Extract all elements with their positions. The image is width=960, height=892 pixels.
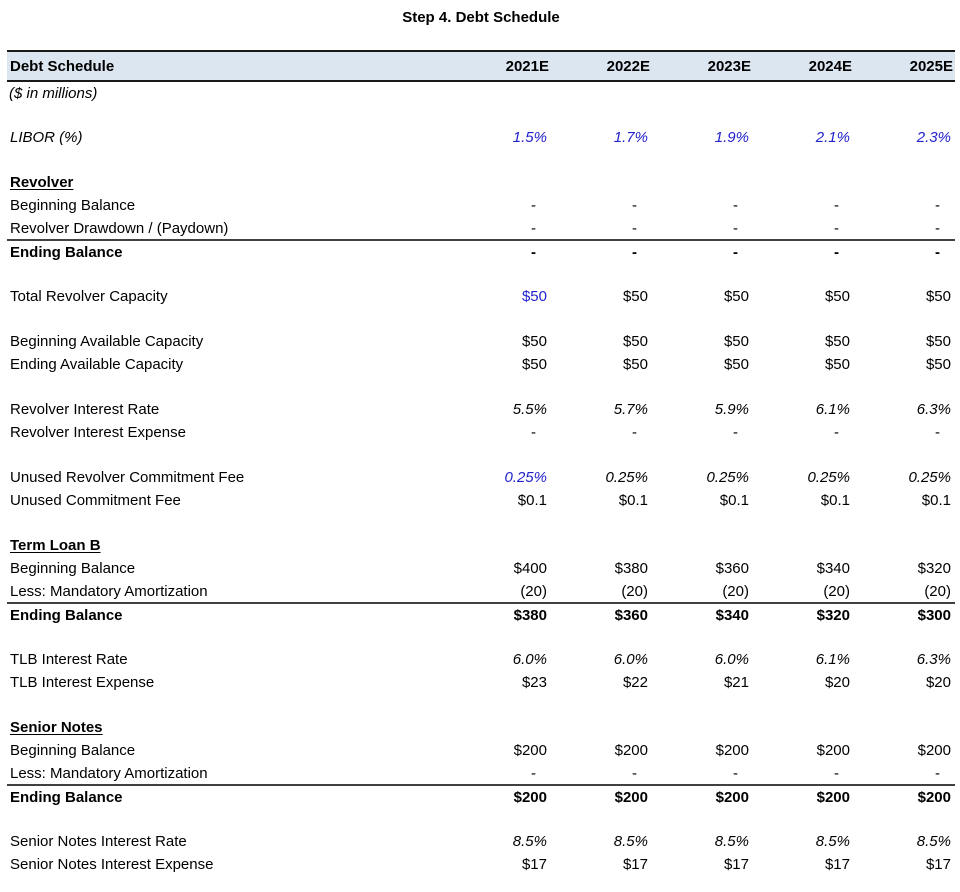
row-tlb-interest-expense bbox=[7, 671, 955, 694]
cell: $17 bbox=[925, 856, 951, 873]
cell: - bbox=[531, 243, 536, 261]
cell: (20) bbox=[551, 580, 652, 603]
spacer-cell bbox=[7, 376, 955, 398]
spacer-row bbox=[7, 626, 955, 648]
cell: $17 bbox=[622, 856, 648, 873]
cell: $200 bbox=[816, 742, 850, 759]
row-libor-rate bbox=[7, 126, 955, 149]
row-tlb-beginning-balance bbox=[7, 557, 955, 580]
row-revolver-drawdown-paydown bbox=[7, 217, 955, 240]
column-header-2022e: 2022E bbox=[551, 51, 652, 81]
cell bbox=[753, 716, 854, 739]
cell bbox=[450, 534, 551, 557]
cell: 6.1% bbox=[815, 401, 850, 418]
row-beginning-available-capacity bbox=[7, 330, 955, 353]
cell: 0.25% bbox=[605, 469, 648, 486]
row-label: Ending Balance bbox=[10, 243, 123, 261]
cell: 6.0% bbox=[512, 651, 547, 668]
column-header-2024e: 2024E bbox=[753, 51, 854, 81]
cell: $50 bbox=[925, 356, 951, 373]
cell: $380 bbox=[614, 560, 648, 577]
cell: $20 bbox=[824, 674, 850, 691]
cell: $200 bbox=[816, 788, 850, 806]
row-label: Total Revolver Capacity bbox=[10, 288, 168, 305]
cell bbox=[551, 716, 652, 739]
spacer-cell bbox=[7, 308, 955, 330]
row-label: Senior Notes Interest Rate bbox=[10, 833, 187, 850]
cell: - bbox=[834, 424, 839, 441]
row-label: Less: Mandatory Amortization bbox=[7, 580, 450, 603]
cell: $0.1 bbox=[921, 492, 951, 509]
row-revolver-beginning-balance bbox=[7, 194, 955, 217]
cell: $360 bbox=[614, 606, 648, 624]
cell: $50 bbox=[925, 333, 951, 350]
cell: - bbox=[632, 424, 637, 441]
cell: $0.1 bbox=[820, 492, 850, 509]
cell: $200 bbox=[715, 788, 749, 806]
cell: $50 bbox=[723, 333, 749, 350]
cell: $200 bbox=[917, 788, 951, 806]
cell bbox=[551, 171, 652, 194]
cell bbox=[450, 171, 551, 194]
row-tlb-ending-balance bbox=[7, 603, 955, 626]
row-total-revolver-capacity bbox=[7, 285, 955, 308]
cell: $23 bbox=[521, 674, 547, 691]
cell: - bbox=[632, 197, 637, 214]
cell: 0.25% bbox=[504, 469, 547, 486]
cell: - bbox=[935, 424, 940, 441]
cell: $50 bbox=[521, 288, 547, 305]
spacer-row bbox=[7, 263, 955, 285]
cell: $340 bbox=[816, 560, 850, 577]
cell bbox=[854, 716, 955, 739]
spacer-cell bbox=[7, 694, 955, 716]
cell: $200 bbox=[513, 788, 547, 806]
spacer-cell bbox=[7, 104, 955, 126]
cell: 2.3% bbox=[916, 129, 951, 146]
cell: $380 bbox=[513, 606, 547, 624]
cell: 6.0% bbox=[714, 651, 749, 668]
row-senior-notes-mandatory-amortization bbox=[7, 762, 955, 785]
cell bbox=[551, 534, 652, 557]
cell: - bbox=[450, 217, 551, 240]
cell: $50 bbox=[824, 333, 850, 350]
cell: 8.5% bbox=[916, 833, 951, 850]
cell: 8.5% bbox=[512, 833, 547, 850]
cell: 8.5% bbox=[714, 833, 749, 850]
column-header-2021e: 2021E bbox=[450, 51, 551, 81]
cell: (20) bbox=[753, 580, 854, 603]
cell: $50 bbox=[824, 356, 850, 373]
cell: 5.5% bbox=[512, 401, 547, 418]
cell: - bbox=[450, 762, 551, 785]
cell: $50 bbox=[521, 356, 547, 373]
row-label: Revolver Drawdown / (Paydown) bbox=[7, 217, 450, 240]
row-label: Less: Mandatory Amortization bbox=[7, 762, 450, 785]
cell: - bbox=[652, 217, 753, 240]
units-note: ($ in millions) bbox=[9, 84, 98, 102]
spacer-cell bbox=[7, 149, 955, 171]
cell: 6.3% bbox=[916, 401, 951, 418]
cell: 6.0% bbox=[613, 651, 648, 668]
cell: - bbox=[733, 197, 738, 214]
cell: - bbox=[935, 243, 940, 261]
row-label: Senior Notes bbox=[10, 719, 103, 736]
cell: - bbox=[834, 243, 839, 261]
cell bbox=[753, 534, 854, 557]
cell: $200 bbox=[715, 742, 749, 759]
spacer-row bbox=[7, 149, 955, 171]
row-senior-notes-ending-balance bbox=[7, 785, 955, 808]
cell: - bbox=[834, 197, 839, 214]
cell: $200 bbox=[917, 742, 951, 759]
cell: - bbox=[531, 197, 536, 214]
units-note-row bbox=[7, 81, 955, 104]
spacer-cell bbox=[7, 444, 955, 466]
cell: 1.7% bbox=[613, 129, 648, 146]
row-revolver-ending-balance bbox=[7, 240, 955, 263]
cell: $400 bbox=[513, 560, 547, 577]
cell: 0.25% bbox=[908, 469, 951, 486]
row-label: Revolver Interest Expense bbox=[10, 424, 186, 441]
row-label: Ending Available Capacity bbox=[10, 356, 184, 373]
cell: $0.1 bbox=[618, 492, 648, 509]
cell: 2.1% bbox=[815, 129, 850, 146]
row-label: TLB Interest Rate bbox=[10, 651, 128, 668]
cell: $22 bbox=[622, 674, 648, 691]
cell bbox=[652, 171, 753, 194]
row-tlb-mandatory-amortization bbox=[7, 580, 955, 603]
cell: - bbox=[632, 243, 637, 261]
column-header-2023e: 2023E bbox=[652, 51, 753, 81]
cell: $20 bbox=[925, 674, 951, 691]
row-label: Beginning Balance bbox=[10, 742, 136, 759]
cell: (20) bbox=[450, 580, 551, 603]
cell: - bbox=[753, 762, 854, 785]
cell: - bbox=[551, 762, 652, 785]
cell: 6.1% bbox=[815, 651, 850, 668]
cell: - bbox=[733, 243, 738, 261]
cell: $320 bbox=[816, 606, 850, 624]
cell: $200 bbox=[614, 742, 648, 759]
cell: - bbox=[935, 197, 940, 214]
cell: $50 bbox=[723, 288, 749, 305]
section-senior-notes bbox=[7, 716, 955, 739]
row-unused-commitment-fee bbox=[7, 489, 955, 512]
cell: 1.5% bbox=[512, 129, 547, 146]
row-revolver-interest-expense bbox=[7, 421, 955, 444]
cell: 8.5% bbox=[613, 833, 648, 850]
cell: 5.7% bbox=[613, 401, 648, 418]
cell: - bbox=[551, 217, 652, 240]
spacer-row bbox=[7, 444, 955, 466]
cell bbox=[652, 716, 753, 739]
cell: - bbox=[753, 217, 854, 240]
spacer-row bbox=[7, 512, 955, 534]
row-senior-notes-interest-expense bbox=[7, 853, 955, 876]
cell: $50 bbox=[723, 356, 749, 373]
row-label: TLB Interest Expense bbox=[10, 674, 155, 691]
spacer-row bbox=[7, 104, 955, 126]
row-senior-notes-interest-rate bbox=[7, 830, 955, 853]
cell: $200 bbox=[513, 742, 547, 759]
row-revolver-interest-rate bbox=[7, 398, 955, 421]
units-note-spacer bbox=[450, 81, 955, 104]
cell: $360 bbox=[715, 560, 749, 577]
cell: $200 bbox=[614, 788, 648, 806]
cell: (20) bbox=[652, 580, 753, 603]
page-title: Step 4. Debt Schedule bbox=[402, 9, 560, 26]
row-label: Beginning Balance bbox=[10, 560, 136, 577]
cell: $50 bbox=[925, 288, 951, 305]
row-ending-available-capacity bbox=[7, 353, 955, 376]
cell: $340 bbox=[715, 606, 749, 624]
column-header-2025e: 2025E bbox=[854, 51, 955, 81]
row-label: Ending Balance bbox=[10, 788, 123, 806]
cell: - bbox=[531, 424, 536, 441]
row-label: Unused Commitment Fee bbox=[10, 492, 181, 509]
row-label: Term Loan B bbox=[10, 537, 101, 554]
spacer-row bbox=[7, 694, 955, 716]
cell: $50 bbox=[824, 288, 850, 305]
debt-schedule-table bbox=[7, 50, 955, 876]
table-header-title: Debt Schedule bbox=[7, 51, 450, 81]
cell bbox=[753, 171, 854, 194]
cell: - bbox=[652, 762, 753, 785]
row-senior-notes-beginning-balance bbox=[7, 739, 955, 762]
cell bbox=[450, 716, 551, 739]
row-label: Ending Balance bbox=[10, 606, 123, 624]
cell: 8.5% bbox=[815, 833, 850, 850]
row-label: Senior Notes Interest Expense bbox=[10, 856, 214, 873]
cell bbox=[652, 534, 753, 557]
cell: $50 bbox=[622, 356, 648, 373]
spacer-cell bbox=[7, 512, 955, 534]
cell: $320 bbox=[917, 560, 951, 577]
spacer-cell bbox=[7, 626, 955, 648]
cell: $50 bbox=[622, 288, 648, 305]
cell: 0.25% bbox=[807, 469, 850, 486]
cell: 0.25% bbox=[706, 469, 749, 486]
row-label: Beginning Available Capacity bbox=[10, 333, 204, 350]
cell: - bbox=[854, 217, 955, 240]
spacer-row bbox=[7, 808, 955, 830]
cell: $300 bbox=[917, 606, 951, 624]
cell: $17 bbox=[723, 856, 749, 873]
cell: $0.1 bbox=[517, 492, 547, 509]
row-label: Beginning Balance bbox=[10, 197, 136, 214]
row-label: Revolver Interest Rate bbox=[10, 401, 160, 418]
table-header-row bbox=[7, 51, 955, 81]
row-unused-revolver-commitment-fee-rate bbox=[7, 466, 955, 489]
row-label: LIBOR (%) bbox=[10, 129, 83, 146]
spacer-cell bbox=[7, 808, 955, 830]
cell: $21 bbox=[723, 674, 749, 691]
cell: (20) bbox=[854, 580, 955, 603]
cell: $50 bbox=[622, 333, 648, 350]
cell bbox=[854, 171, 955, 194]
cell bbox=[854, 534, 955, 557]
cell: 1.9% bbox=[714, 129, 749, 146]
cell: - bbox=[854, 762, 955, 785]
cell: $50 bbox=[521, 333, 547, 350]
row-tlb-interest-rate bbox=[7, 648, 955, 671]
cell: $17 bbox=[521, 856, 547, 873]
cell: 5.9% bbox=[714, 401, 749, 418]
spacer-cell bbox=[7, 263, 955, 285]
cell: - bbox=[733, 424, 738, 441]
cell: 6.3% bbox=[916, 651, 951, 668]
section-revolver bbox=[7, 171, 955, 194]
cell: $0.1 bbox=[719, 492, 749, 509]
row-label: Unused Revolver Commitment Fee bbox=[10, 469, 245, 486]
section-term-loan-b bbox=[7, 534, 955, 557]
row-label: Revolver bbox=[10, 174, 74, 191]
spacer-row bbox=[7, 376, 955, 398]
spacer-row bbox=[7, 308, 955, 330]
cell: $17 bbox=[824, 856, 850, 873]
